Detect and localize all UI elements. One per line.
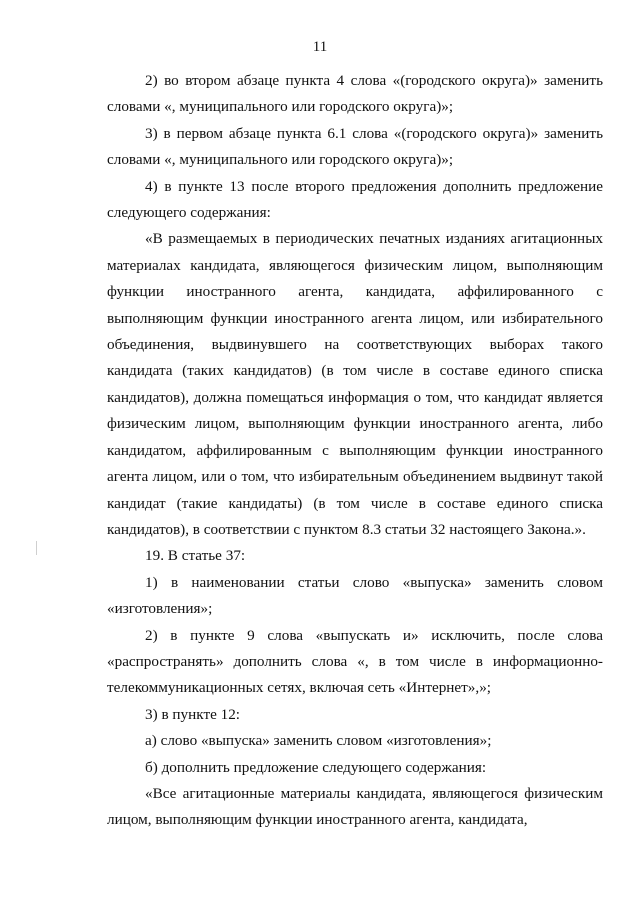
document-body [107,68,603,834]
paragraph-subitem-2: 2) в пункте 9 слова «выпускать и» исключить, после слова «распространять» дополнить слова «, в том числе в информационно-телекоммуникационных сетях, включая сеть «Интернет»,»; [107,626,603,697]
paragraph-article-heading: 19. В статье 37: [145,547,246,565]
paragraph-item-2: 2) во втором абзаце пункта 4 слова «(городского округа)» заменить словами «, муниципального или городского округа)»; [107,72,603,116]
paragraph-item-4: 4) в пункте 13 после второго предложения дополнить предложение следующего содержания: [107,177,603,222]
paragraph-item-3: 3) в первом абзаце пункта 6.1 слова «(городского округа)» заменить словами «, муниципального или городского округа)»; [107,124,603,169]
paragraph-quote-continued: «Все агитационные материалы кандидата, являющегося физическим лицом, выполняющим функции иностранного агента, кандидата, [107,784,603,829]
page-number: 11 [312,39,328,55]
paragraph-letter-b: б) дополнить предложение следующего содержания: [145,758,487,776]
paragraph-quote: «В размещаемых в периодических печатных изданиях агитационных материалах кандидата, являющегося физическим лицом, выполняющим функции иностранного агента, кандидата, аффилированного с выполняющим функции иностранного агента лицом, или избирательного объединения, выдвинувшего на соответствующих выборах такого кандидата (таких кандидатов) (в том числе в составе единого списка кандидатов), должна помещаться информация о том, что кандидат является физическим лицом, выполняющим функции иностранного агента, либо кандидатом, аффилированным с выполняющим функции иностранного агента лицом, или о том, что избирательным объединением выдвинут такой кандидат (такие кандидаты) (в том числе в составе единого списка кандидатов), в соответствии с пунктом 8.3 статьи 32 настоящего Закона.». [107,230,603,538]
paragraph-subitem-1: 1) в наименовании статьи слово «выпуска» заменить словом «изготовления»; [107,573,603,618]
margin-mark [36,541,37,555]
paragraph-letter-a: а) слово «выпуска» заменить словом «изготовления»; [145,732,492,750]
paragraph-subitem-3: 3) в пункте 12: [145,705,241,723]
